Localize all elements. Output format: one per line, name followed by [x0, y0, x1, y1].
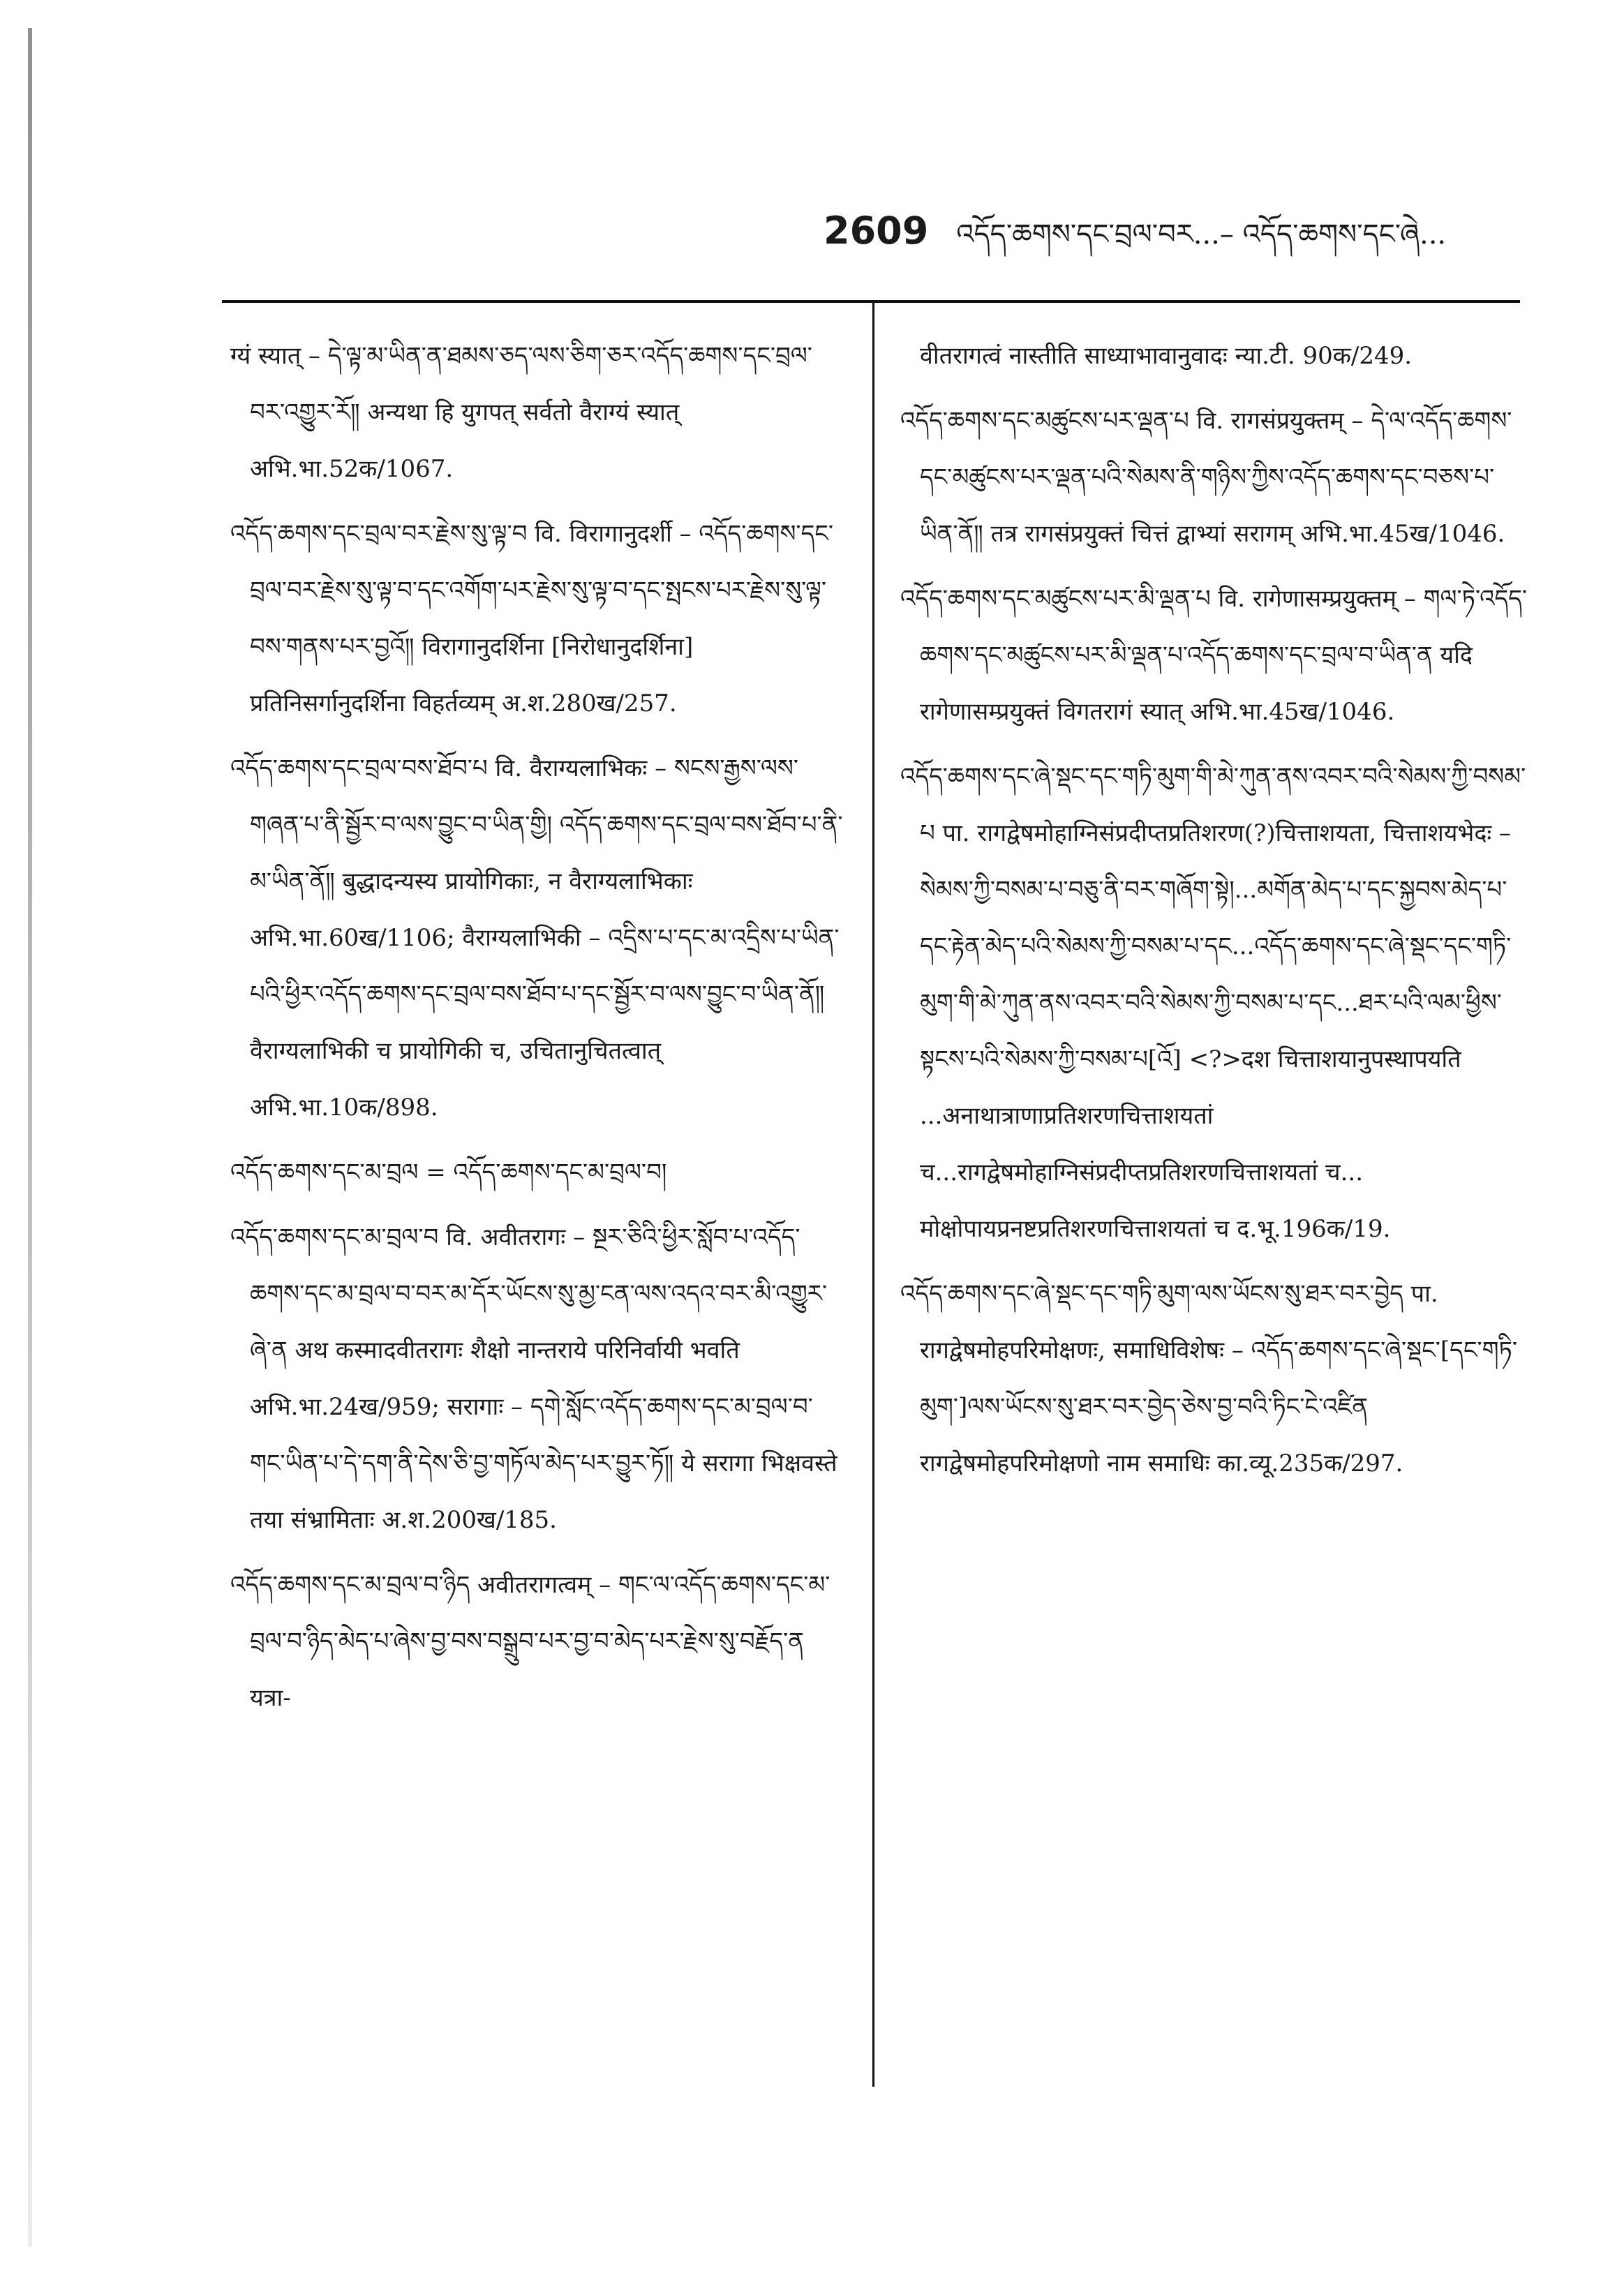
- entry-text: འདོད་ཆགས་དང་མཚུངས་པར་ལྡན་པ वि. रागसंप्रयुक्तम् – དེ་ལ་འདོད་ཆགས་དང་མཚུངས་པར་ལྡན་པའི་སེམས་ནི་གཉིས་ཀྱིས་འདོད་ཆགས་དང་བཅས་པ་ཡིན་ནོ༎ तत्र रागसंप्रयुक्तं चित्तं द्वाभ्यां सरागम् अभि.भा.45ख/1046.: [900, 407, 1512, 548]
- dictionary-entry: [230, 1145, 844, 1201]
- dictionary-entry: [230, 506, 844, 732]
- entry-text: འདོད་ཆགས་དང་མ་བྲལ = འདོད་ཆགས་དང་མ་བྲལ་བ།: [230, 1159, 667, 1186]
- dictionary-entry: [230, 740, 844, 1136]
- header-rule: [222, 300, 1520, 303]
- left-column: [230, 328, 844, 1735]
- entry-text: वीतरागत्वं नास्तीति साध्याभावानुवादः न्या.टी. 90क/249.: [920, 342, 1413, 370]
- entry-text: འདོད་ཆགས་དང་བྲལ་བར་རྗེས་སུ་ལྟ་བ वि. विरागानुदर्शी – འདོད་ཆགས་དང་བྲལ་བར་རྗེས་སུ་ལྟ་བ་དང་འགོག་པར་རྗེས་སུ་ལྟ་བ་དང་སྤངས་པར་རྗེས་སུ་ལྟ་བས་གནས་པར་བྱའོ༎ विरागानुदर्शिना [निरोधानुदर्शिना] प्रतिनिसर्गानुदर्शिना विहर्तव्यम् अ.श.280ख/257.: [230, 520, 834, 717]
- dictionary-entry: [230, 1209, 844, 1549]
- entry-text: འདོད་ཆགས་དང་མ་བྲལ་བ་ཉིད अवीतरागत्वम् – གང་ལ་འདོད་ཆགས་དང་མ་བྲལ་བ་ཉིད་མེད་པ་ཞེས་བྱ་བས་བསྒྲུབ་པར་བྱ་བ་མེད་པར་རྗེས་སུ་བརྗོད་ན यत्रा-: [230, 1571, 830, 1712]
- guide-words: འདོད་ཆགས་དང་བྲལ་བར...– འདོད་ཆགས་དང་ཞེ...: [956, 218, 1447, 251]
- entry-text: འདོད་ཆགས་དང་ཞེ་སྡང་དང་གཏི་མུག་གི་མེ་ཀུན་ནས་འབར་བའི་སེམས་ཀྱི་བསམ་པ पा. रागद्वेषमोहाग्निसंप्रदीप्तप्रतिशरण(?)चित्ताशयता, चित्ताशयभेदः – སེམས་ཀྱི་བསམ་པ་བཅུ་ནི་བར་གཞོག་སྟེ།...མགོན་མེད་པ་དང་སྐྱབས་མེད་པ་དང་རྟེན་མེད་པའི་སེམས་ཀྱི་བསམ་པ་དང...འདོད་ཆགས་དང་ཞེ་སྡང་དང་གཏི་མུག་གི་མེ་ཀུན་ནས་འབར་བའི་སེམས་ཀྱི་བསམ་པ་དང...ཐར་པའི་ལམ་ཕྱིས་སྟངས་པའི་སེམས་ཀྱི་བསམ་པ[འོ] <?>दश चित्ताशयानुपस्थापयति ...अनाथात्राणाप्रतिशरणचित्ताशयतां च...रागद्वेषमोहाग्निसंप्रदीप्तप्रतिशरणचित्ताशयतां च... मोक्षोपायप्रनष्टप्रतिशरणचित्ताशयतां च द.भू.196क/19.: [900, 763, 1526, 1243]
- dictionary-entry: [230, 328, 844, 498]
- dictionary-entry: [900, 749, 1528, 1258]
- dictionary-entry-continuation: [900, 328, 1528, 385]
- page-number: 2609: [824, 209, 929, 253]
- dictionary-entry: [230, 1557, 844, 1727]
- entry-text: ग्यं स्यात् – དེ་ལྟ་མ་ཡིན་ན་ཐམས་ཅད་ལས་ཅིག་ཅར་འདོད་ཆགས་དང་བྲལ་བར་འགྱུར་རོ༎ अन्यथा हि युगपत् सर्वतो वैराग्यं स्यात् अभि.भा.52क/1067.: [230, 342, 812, 483]
- scan-binding-edge: [28, 28, 32, 2247]
- right-column: [900, 328, 1528, 1500]
- dictionary-entry: [900, 571, 1528, 740]
- entry-text: འདོད་ཆགས་དང་མ་བྲལ་བ वि. अवीतरागः – སྔར་ཅིའི་ཕྱིར་སློབ་པ་འདོད་ཆགས་དང་མ་བྲལ་བ་བར་མ་དོར་ཡོངས་སུ་མྱ་ངན་ལས་འདའ་བར་མི་འགྱུར་ཞེ་ན अथ कस्मादवीतरागः शैक्षो नान्तराये परिनिर्वायी भवति अभि.भा.24ख/959; सरागाः – དགེ་སློང་འདོད་ཆགས་དང་མ་བྲལ་བ་གང་ཡིན་པ་དེ་དག་ནི་དེས་ཅི་བྱ་གཏོལ་མེད་པར་བྱུར་ཏོ༎ ये सरागा भिक्षवस्ते तया संभ्रामिताः अ.श.200ख/185.: [230, 1223, 837, 1534]
- column-divider: [872, 300, 874, 2087]
- entry-text: འདོད་ཆགས་དང་མཚུངས་པར་མི་ལྡན་པ वि. रागेणासम्प्रयुक्तम् – གལ་ཏེ་འདོད་ཆགས་དང་མཚུངས་པར་མི་ལྡན་པ་འདོད་ཆགས་དང་བྲལ་བ་ཡིན་ན यदि रागेणासम्प्रयुक्तं विगतरागं स्यात् अभि.भा.45ख/1046.: [900, 585, 1528, 726]
- dictionary-entry: [900, 393, 1528, 563]
- entry-text: འདོད་ཆགས་དང་བྲལ་བས་ཐོབ་པ वि. वैराग्यलाभिकः – སངས་རྒྱས་ལས་གཞན་པ་ནི་སྦྱོར་བ་ལས་བྱུང་བ་ཡིན་གྱི། འདོད་ཆགས་དང་བྲལ་བས་ཐོབ་པ་ནི་མ་ཡིན་ནོ༎ बुद्धादन्यस्य प्रायोगिकाः, न वैराग्यलाभिकाः अभि.भा.60ख/1106; वैराग्यलाभिकी – འདྲིས་པ་དང་མ་འདྲིས་པ་ཡིན་པའི་ཕྱིར་འདོད་ཆགས་དང་བྲལ་བས་ཐོབ་པ་དང་སྦྱོར་བ་ལས་བྱུང་བ་ཡིན་ནོ༎ वैराग्यलाभिकी च प्रायोगिकी च, उचितानुचितत्वात् अभि.भा.10क/898.: [230, 754, 843, 1122]
- dictionary-entry: [900, 1266, 1528, 1492]
- page-header: [824, 202, 1542, 281]
- entry-text: འདོད་ཆགས་དང་ཞེ་སྡང་དང་གཏི་མུག་ལས་ཡོངས་སུ་ཐར་བར་བྱེད पा. रागद्वेषमोहपरिमोक्षणः, समाधिविशेषः – འདོད་ཆགས་དང་ཞེ་སྡང་[དང་གཏི་མུག་]ལས་ཡོངས་སུ་ཐར་བར་བྱེད་ཅེས་བྱ་བའི་ཏིང་ངེ་འཛིན रागद्वेषमोहपरिमोक्षणो नाम समाधिः का.व्यू.235क/297.: [900, 1280, 1517, 1477]
